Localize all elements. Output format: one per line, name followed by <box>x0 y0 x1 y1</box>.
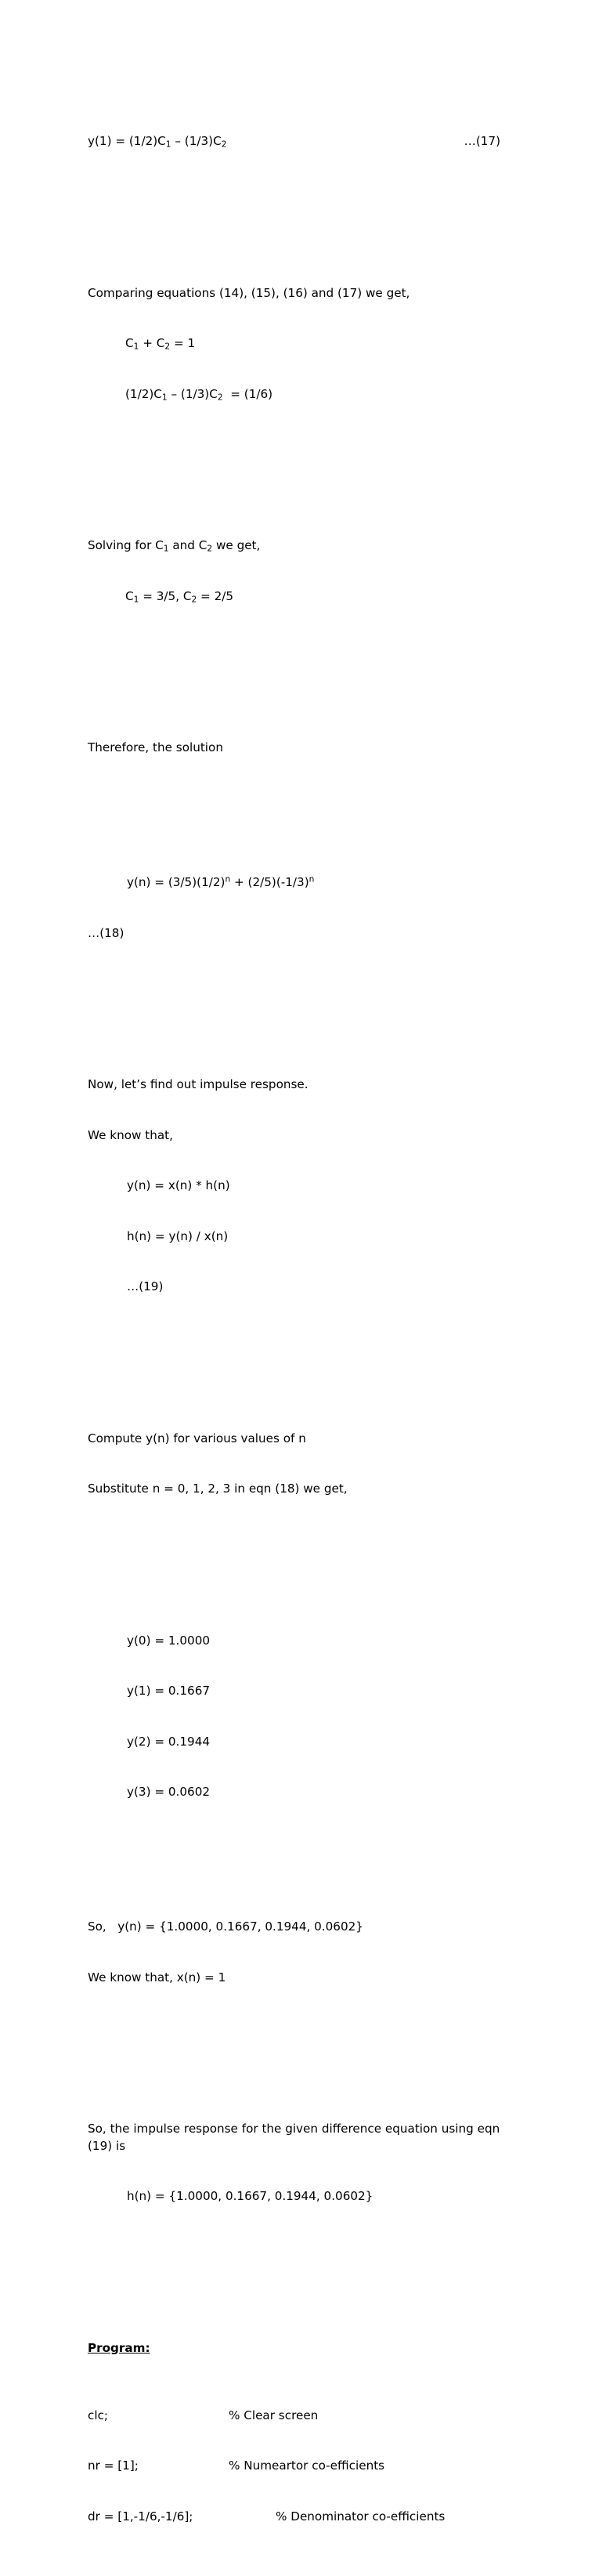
superscript-n: n <box>309 874 315 885</box>
document-body <box>88 66 518 2576</box>
equation-17-tag: …(17) <box>464 134 500 148</box>
therefore-label: Therefore, the solution <box>88 740 223 754</box>
compute-line-2: Substitute n = 0, 1, 2, 3 in eqn (18) we get, <box>88 1482 348 1496</box>
spacer <box>88 1346 518 1363</box>
solving-intro: Solving for $C_1$ and $C_2$ we get, <box>88 538 261 554</box>
subscript-2: 2 <box>207 543 213 554</box>
comparing-equation-a: $C_1 + C_2 = 1$ <box>125 336 196 352</box>
program-line <box>88 2509 518 2526</box>
program-comment: % Numeartor co-efficients <box>229 2458 385 2473</box>
spacer <box>88 807 518 824</box>
result-h-line: h(n) = {1.0000, 0.1667, 0.1944, 0.0602} <box>127 2189 373 2203</box>
subscript-1: 1 <box>161 391 168 402</box>
spacer <box>88 201 518 218</box>
computed-value-y1: y(1) = 0.1667 <box>127 1684 211 1698</box>
spacer <box>88 993 518 1010</box>
spacer <box>88 2256 518 2273</box>
subscript-2: 2 <box>217 391 223 402</box>
equation-17-row <box>88 133 518 150</box>
program-code: nr = [1]; <box>88 2458 139 2473</box>
program-comment: % Clear screen <box>229 2408 319 2422</box>
equation-19-tag: …(19) <box>127 1279 164 1293</box>
superscript-n: n <box>225 874 231 885</box>
spacer <box>88 1548 518 1565</box>
comparing-intro: Comparing equations (14), (15), (16) and (17) we get, <box>88 285 410 300</box>
spacer <box>88 656 518 673</box>
subscript-2: 2 <box>221 139 227 150</box>
spacer <box>88 2037 518 2054</box>
program-code: dr = [1,-1/6,-1/6]; <box>88 2509 193 2524</box>
subscript-1: 1 <box>163 543 169 554</box>
solution-equation-18: $y(n) = (3/5)(1/2)^n + (2/5)(-1/3)^n$ <box>127 874 315 889</box>
program-code: clc; <box>88 2408 109 2422</box>
program-line <box>88 2408 518 2425</box>
subscript-1: 1 <box>133 593 139 604</box>
program-heading: Program: <box>88 2340 150 2355</box>
impulse-equation-2: h(n) = y(n) / x(n) <box>127 1228 229 1243</box>
sequence-x-line: We know that, x(n) = 1 <box>88 1970 226 1984</box>
result-paragraph: So, the impulse response for the given difference equation using eqn (19) is <box>88 2122 500 2153</box>
impulse-intro-line-1: Now, let’s find out impulse response. <box>88 1077 309 1091</box>
computed-value-y3: y(3) = 0.0602 <box>127 1785 211 1799</box>
computed-value-y2: y(2) = 0.1944 <box>127 1734 211 1749</box>
sequence-y-line: So, y(n) = {1.0000, 0.1667, 0.1944, 0.0602} <box>88 1919 363 1934</box>
solving-values: $C_1 = 3/5$, $C_2 = 2/5$ <box>125 588 234 604</box>
equation-18-tag: …(18) <box>88 925 124 940</box>
program-line <box>88 2458 518 2475</box>
equation-17-text: $y(1) = (1/2)C_1 - (1/3)C_2$ <box>88 134 227 150</box>
subscript-1: 1 <box>133 341 139 352</box>
computed-value-y0: y(0) = 1.0000 <box>127 1633 211 1648</box>
subscript-2: 2 <box>191 593 197 604</box>
spacer <box>88 1851 518 1869</box>
impulse-intro-line-2: We know that, <box>88 1127 173 1142</box>
comparing-equation-b: $(1/2)C_1 - (1/3)C_2 = (1/6)$ <box>125 386 273 402</box>
subscript-2: 2 <box>164 341 171 352</box>
spacer <box>88 454 518 471</box>
program-comment: % Denominator co-efficients <box>276 2509 446 2524</box>
subscript-1: 1 <box>165 139 171 150</box>
compute-line-1: Compute y(n) for various values of n <box>88 1431 306 1445</box>
impulse-equation-1: y(n) = x(n) * h(n) <box>127 1178 230 1192</box>
